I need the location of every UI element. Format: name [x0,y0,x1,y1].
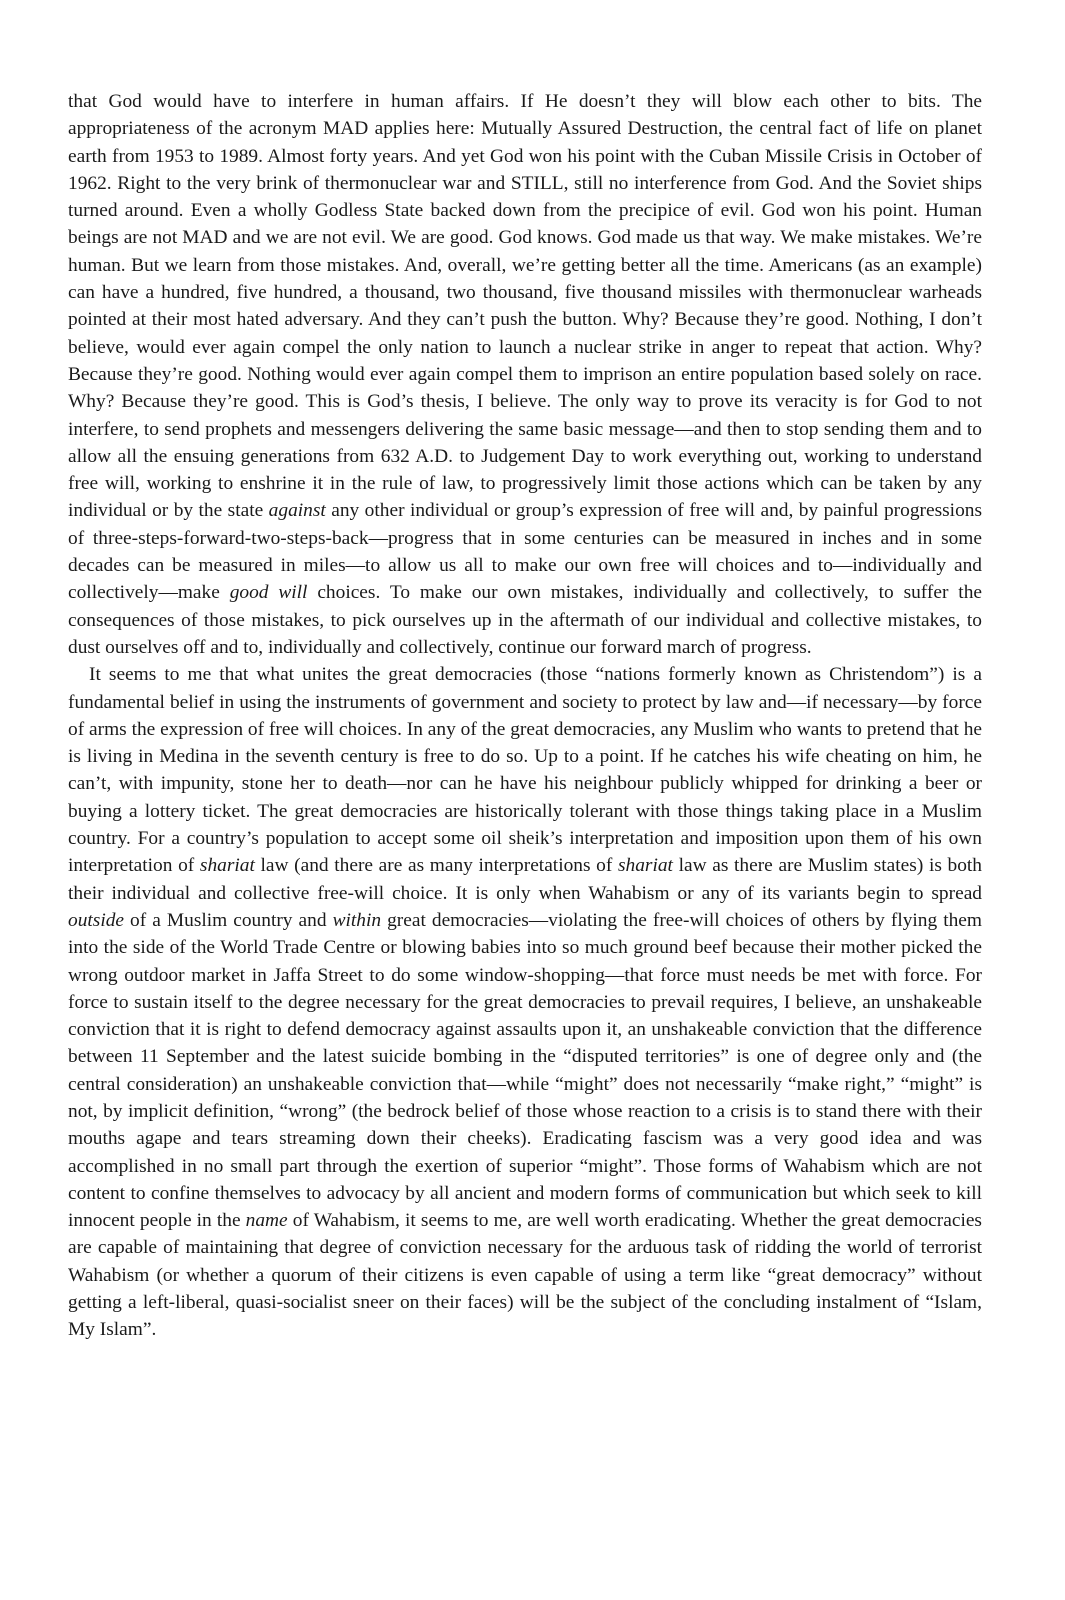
paragraph-1 [68,88,982,661]
p1-text-1: that God would have to interfere in human affairs. If He doesn’t they will blow each other to bits. The appropriateness of the acronym MAD applies here: Mutually Assured Destruction, the central fact of life on planet earth from 1953 to 1989. Almost forty years. And yet God won his point with the Cuban Missile Crisis in October of 1962. Right to the very brink of thermonuclear war and STILL, still no interference from God. And the Soviet ships turned around. Even a wholly Godless State backed down from the precipice of evil. God won his point. Human beings are not MAD and we are not evil. We are good. God knows. God made us that way. We make mistakes. We’re human. But we learn from those mistakes. And, overall, we’re getting better all the time. Americans (as an example) can have a hundred, five hundred, a thousand, two thousand, five thousand missiles with thermonuclear warheads pointed at their most hated adversary. And they can’t push the button. Why? Because they’re good. Nothing, I don’t believe, would ever again compel the only nation to launch a nuclear strike in anger to repeat that action. Why? Because they’re good. Nothing would ever again compel them to imprison an entire population based solely on race. Why? Because they’re good. This is God’s thesis, I believe. The only way to prove its veracity is for God to not interfere, to send prophets and messengers delivering the same basic message—and then to stop sending them and to allow all the ensuing generations from 632 A.D. to Judgement Day to work everything out, working to understand free will, working to enshrine it in the rule of law, to progressively limit those actions which can be taken by any individual or by the state [68,91,982,522]
p2-text-4: of a Muslim country and [124,909,333,931]
paragraph-2 [68,661,982,1343]
p1-italic-against: against [268,500,326,522]
p2-italic-shariat-1: shariat [199,855,255,877]
p1-italic-good-will: good will [229,582,308,604]
p2-italic-outside: outside [68,909,125,931]
p2-text-6: of Wahabism, it seems to me, are well worth eradicating. Whether the great democracies are capable of maintaining that degree of conviction necessary for the arduous task of ridding the world of terrorist Wahabism (or whether a quorum of their citizens is even capable of using a term like “great democracy” without getting a left-liberal, quasi-socialist sneer on their faces) will be the subject of the concluding instalment of “Islam, My Islam”. [68,1210,982,1341]
p2-text-1: It seems to me that what unites the great democracies (those “nations formerly known as Christendom”) is a fundamental belief in using the instruments of government and society to protect by law and—if necessary—by force of arms the expression of free will choices. In any of the great democracies, any Muslim who wants to pretend that he is living in Medina in the seventh century is free to do so. Up to a point. If he catches his wife cheating on him, he can’t, with impunity, stone her to death—nor can he have his neighbour publicly whipped for drinking a beer or buying a lottery ticket. The great democracies are historically tolerant with those things taking place in a Muslim country. For a country’s population to accept some oil sheik’s interpretation and imposition upon them of his own interpretation of [68,664,982,877]
p1-text-3: choices. To make our own mistakes, individually and collectively, to suffer the consequences of those mistakes, to pick ourselves up in the aftermath of our individual and collective mistakes, to dust ourselves off and to, individually and collectively, continue our forward march of progress. [68,582,982,658]
p2-text-5: great democracies—violating the free-will choices of others by flying them into the side of the World Trade Centre or blowing babies into so much ground beef because their mother picked the wrong outdoor market in Jaffa Street to do some window-shopping—that force must needs be met with force. For force to sustain itself to the degree necessary for the great democracies to prevail requires, I believe, an unshakeable conviction that it is right to defend democracy against assaults upon it, an unshakeable conviction that the difference between 11 September and the latest suicide bombing in the “disputed territories” is one of degree only and (the central consideration) an unshakeable conviction that—while “might” does not necessarily “make right,” “might” is not, by implicit definition, “wrong” (the bedrock belief of those whose reaction to a crisis is to stand there with their mouths agape and tears streaming down their cheeks). Eradicating fascism was a very good idea and was accomplished in no small part through the exertion of superior “might”. Those forms of Wahabism which are not content to confine themselves to advocacy by all ancient and modern forms of communication but which seek to kill innocent people in the [68,909,982,1232]
p2-text-2: law (and there are as many interpretations of [254,855,618,877]
p2-italic-name: name [245,1210,288,1232]
p1-text-2: any other individual or group’s expression of free will and, by painful progressions of three-steps-forward-two-steps-back—progress that in some centuries can be measured in inches and in some decades can be measured in miles—to allow us all to make our own free will choices and to—individually and collectively—make [68,500,983,604]
p2-italic-within: within [332,909,382,931]
page-body [68,88,982,1344]
p2-text-3: law as there are Muslim states) is both their individual and collective free-will choice. It is only when Wahabism or any of its variants begin to spread [68,855,982,904]
p2-italic-shariat-2: shariat [617,855,673,877]
